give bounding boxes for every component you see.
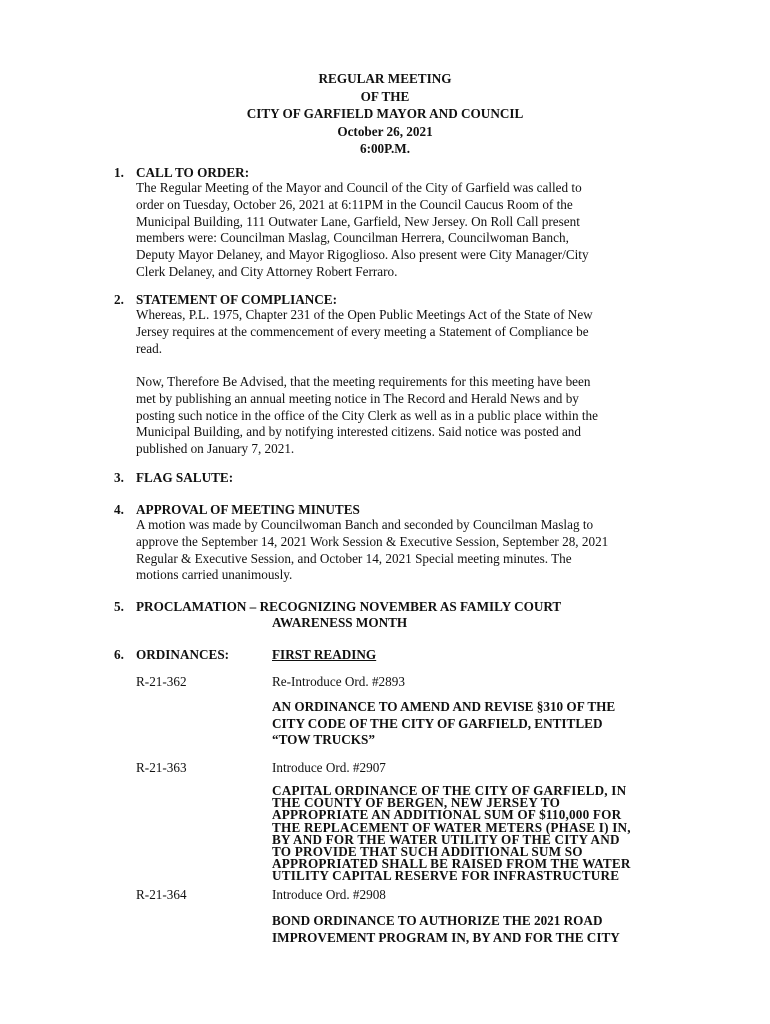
text-line: BOND ORDINANCE TO AUTHORIZE THE 2021 ROAD bbox=[272, 913, 603, 928]
section-number: 3. bbox=[114, 470, 124, 485]
compliance-paragraph-1 bbox=[136, 307, 684, 357]
section-heading: STATEMENT OF COMPLIANCE: bbox=[136, 292, 337, 307]
ordinance-title bbox=[272, 785, 692, 883]
section-heading: PROCLAMATION – RECOGNIZING NOVEMBER AS FAMILY COURT bbox=[136, 599, 562, 614]
text-line: Regular & Executive Session, and October 14, 2021 Special meeting minutes. The bbox=[136, 550, 572, 566]
section-number: 4. bbox=[114, 502, 124, 517]
text-line: Clerk Delaney, and City Attorney Robert Ferraro. bbox=[136, 263, 398, 279]
text-line: Municipal Building, and by notifying interested citizens. Said notice was posted and bbox=[136, 424, 581, 440]
text-line: Deputy Mayor Delaney, and Mayor Rigoglioso. Also present were City Manager/City bbox=[136, 247, 589, 263]
resolution-action: Re-Introduce Ord. #2893 bbox=[272, 674, 405, 689]
text-line: UTILITY CAPITAL RESERVE FOR INFRASTRUCTURE bbox=[272, 868, 620, 884]
text-line: APPROPRIATE AN ADDITIONAL SUM OF $110,000 FOR bbox=[272, 807, 622, 823]
ordinance-title bbox=[272, 913, 692, 946]
meeting-date: October 26, 2021 bbox=[337, 123, 433, 139]
section-number: 6. bbox=[114, 647, 124, 662]
section-heading: ORDINANCES: bbox=[136, 647, 230, 662]
text-line: “TOW TRUCKS” bbox=[272, 732, 375, 747]
resolution-id: R-21-364 bbox=[136, 887, 187, 902]
resolution-action: Introduce Ord. #2908 bbox=[272, 887, 386, 902]
text-line: AN ORDINANCE TO AMEND AND REVISE §310 OF THE bbox=[272, 699, 616, 714]
text-line: motions carried unanimously. bbox=[136, 567, 293, 583]
resolution-id: R-21-363 bbox=[136, 760, 187, 775]
section-number: 5. bbox=[114, 599, 124, 614]
text-line: published on January 7, 2021. bbox=[136, 441, 295, 457]
section-heading: APPROVAL OF MEETING MINUTES bbox=[136, 502, 360, 517]
text-line: order on Tuesday, October 26, 2021 at 6:11PM in the Council Caucus Room of the bbox=[136, 196, 573, 212]
text-line: Municipal Building, 111 Outwater Lane, Garfield, New Jersey. On Roll Call present bbox=[136, 213, 580, 229]
title-line: CITY OF GARFIELD MAYOR AND COUNCIL bbox=[246, 106, 524, 121]
resolution-action: Introduce Ord. #2907 bbox=[272, 760, 386, 775]
text-line: THE REPLACEMENT OF WATER METERS (PHASE I) IN, bbox=[272, 819, 631, 835]
text-line: BY AND FOR THE WATER UTILITY OF THE CITY AND bbox=[272, 831, 620, 847]
text-line: Jersey requires at the commencement of every meeting a Statement of Compliance be bbox=[136, 323, 589, 339]
first-reading-subheading: FIRST READING bbox=[272, 647, 377, 662]
text-line: CAPITAL ORDINANCE OF THE CITY OF GARFIELD, IN bbox=[272, 783, 627, 798]
minutes-paragraph bbox=[136, 517, 684, 584]
compliance-paragraph-2 bbox=[136, 374, 684, 458]
title-line: OF THE bbox=[360, 88, 410, 104]
text-line: read. bbox=[136, 340, 162, 356]
text-line: The Regular Meeting of the Mayor and Council of the City of Garfield was called to bbox=[136, 180, 582, 195]
text-line: met by publishing an annual meeting notice in The Record and Herald News and by bbox=[136, 390, 579, 406]
title-line: REGULAR MEETING bbox=[318, 71, 452, 86]
text-line: members were: Councilman Maslag, Councilman Herrera, Councilwoman Banch, bbox=[136, 230, 569, 246]
proclamation-heading-continued: AWARENESS MONTH bbox=[272, 615, 408, 630]
section-heading: CALL TO ORDER: bbox=[136, 165, 250, 180]
meeting-title-block bbox=[0, 70, 770, 158]
text-line: CITY CODE OF THE CITY OF GARFIELD, ENTITLED bbox=[272, 715, 603, 731]
resolution-id: R-21-362 bbox=[136, 674, 187, 689]
meeting-time: 6:00P.M. bbox=[359, 141, 411, 156]
text-line: Now, Therefore Be Advised, that the meeting requirements for this meeting have been bbox=[136, 374, 591, 389]
text-line: Whereas, P.L. 1975, Chapter 231 of the Open Public Meetings Act of the State of New bbox=[136, 307, 593, 322]
text-line: approve the September 14, 2021 Work Session & Executive Session, September 28, 2021 bbox=[136, 533, 609, 549]
section-number: 1. bbox=[114, 165, 124, 180]
text-line: TO PROVIDE THAT SUCH ADDITIONAL SUM SO bbox=[272, 844, 583, 860]
text-line: THE COUNTY OF BERGEN, NEW JERSEY TO bbox=[272, 795, 561, 811]
text-line: A motion was made by Councilwoman Banch and seconded by Councilman Maslag to bbox=[136, 517, 594, 532]
text-line: APPROPRIATED SHALL BE RAISED FROM THE WATER bbox=[272, 856, 631, 872]
call-to-order-paragraph bbox=[136, 180, 684, 281]
section-heading: FLAG SALUTE: bbox=[136, 470, 234, 485]
section-number: 2. bbox=[114, 292, 124, 307]
ordinance-title bbox=[272, 699, 692, 749]
text-line: IMPROVEMENT PROGRAM IN, BY AND FOR THE CITY bbox=[272, 929, 620, 945]
text-line: posting such notice in the office of the City Clerk as well as in a public place within the bbox=[136, 407, 598, 423]
